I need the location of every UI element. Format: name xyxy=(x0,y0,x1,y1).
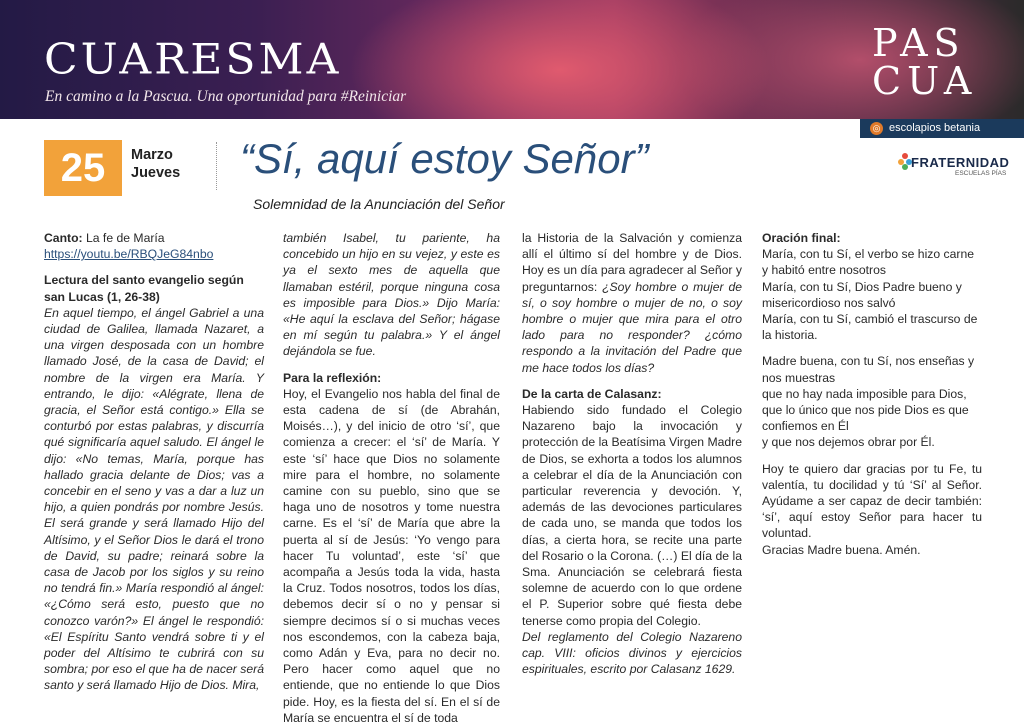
column-1 xyxy=(44,230,264,694)
reflexion-questions: ¿Soy hombre o mujer de sí, o soy hombre o mujer de no, o soy hombre o mujer que mira para el otro lado para no responder? ¿cómo respondo a la invitación del Padre que me hace todos los días? xyxy=(522,279,742,375)
column-4 xyxy=(762,230,982,558)
pascua-logo-line1: PAS xyxy=(872,21,966,65)
fraternidad-name: FRATERNIDAD xyxy=(911,155,1010,170)
pascua-logo-line2: CUA xyxy=(872,59,978,103)
escolapios-logo-icon: ◎ xyxy=(870,122,883,135)
date-divider xyxy=(216,142,217,190)
column-2 xyxy=(283,230,500,726)
date-weekday: Jueves xyxy=(131,165,181,181)
oracion-line: María, con tu Sí, Dios Padre bueno y misericordioso nos salvó xyxy=(762,279,962,310)
oracion-line: María, con tu Sí, el verbo se hizo carne y habitó entre nosotros xyxy=(762,247,975,278)
youtube-link[interactable]: https://youtu.be/RBQJeG84nbo xyxy=(44,247,214,262)
fraternidad-subtitle: ESCUELAS PÍAS xyxy=(955,170,1007,177)
gospel-text: En aquel tiempo, el ángel Gabriel a una ciudad de Galilea, llamada Nazaret, a una virgen desposada con un hombre llamado José, de la casa de David; el nombre de la virgen era María. Y entrando, le dijo: «Alégrate, llena de gracia, el Señor está contigo.» Ella se conturbó por estas palabras, y discurría qué significaría aquel saludo. El ángel le dijo: «No temas, María, porque has hallado gracia delante de Dios; vas a concebir en el seno y vas a dar a luz un hijo, a quien pondrás por nombre Jesús. El será grande y será llamado Hijo del Altísimo, y el Señor Dios le dará el trono de David, su padre; reinará sobre la casa de Jacob por los siglos y su reino no tendrá fin.» María respondió al ángel: «¿Cómo será esto, puesto que no conozco varón?» El ángel le respondió: «El Espíritu Santo vendrá sobre ti y el poder del Altísimo te cubrirá con su sombra; por eso el que ha de nacer será santo y será llamado Hijo de Dios. Mira, xyxy=(44,305,264,693)
oracion-closing: Gracias Madre buena. Amén. xyxy=(762,542,921,557)
lectura-heading: Lectura del santo evangelio según san Lucas (1, 26-38) xyxy=(44,273,244,304)
date-day: 25 xyxy=(44,140,122,196)
carta-heading: De la carta de Calasanz: xyxy=(522,386,662,401)
brand-name: escolapios betania xyxy=(889,122,981,134)
canto-label: Canto: xyxy=(44,231,83,245)
page-title: “Sí, aquí estoy Señor” xyxy=(240,135,649,182)
brand-bar xyxy=(860,119,1024,138)
canto-value: La fe de María xyxy=(85,231,165,245)
oracion-heading: Oración final: xyxy=(762,231,841,245)
column-3 xyxy=(522,230,742,677)
reflexion-heading: Para la reflexión: xyxy=(283,370,382,385)
header-banner xyxy=(0,0,1024,119)
pascua-logo xyxy=(872,21,978,103)
reflexion-text-continued: la Historia de la Salvación y comienza allí el último sí del hombre y de Dios. Hoy es un día para agradecer al Señor y preguntarnos: xyxy=(522,231,742,294)
carta-text: Habiendo sido fundado el Colegio Nazareno bajo la invocación y protección de la Beatísima Virgen Madre de Dios, se exhorta a todos los alumnos a celebrar el día de la Anunciación con particular reverencia y devoción. Y, además de las devociones particulares de cada uno, se manda que todos los días, a cierta hora, se recite una parte del Rosario o la Corona. (…) El día de la Sma. Anunciación se celebrará fiesta solemne de acuerdo con lo que ordene el P. Superior sobre qué fiesta debe tenerse como propia del Colegio. xyxy=(522,403,742,628)
page-subtitle: Solemnidad de la Anunciación del Señor xyxy=(253,196,505,212)
oracion-line: que no hay nada imposible para Dios, xyxy=(762,386,967,401)
carta-source: Del reglamento del Colegio Nazareno cap. VIII: oficios divinos y ejercicios espirituales, escrito por Calasanz 1629. xyxy=(522,629,742,677)
banner-title: CUARESMA xyxy=(44,35,342,84)
oracion-line: y que nos dejemos obrar por Él. xyxy=(762,435,935,450)
date-label xyxy=(131,146,180,182)
oracion-line: que lo único que nos pide Dios es que confiemos en Él xyxy=(762,403,969,434)
banner-subtitle: En camino a la Pascua. Una oportunidad para #Reiniciar xyxy=(45,88,407,105)
oracion-line: Madre buena, con tu Sí, nos enseñas y nos muestras xyxy=(762,354,975,385)
oracion-line: María, con tu Sí, cambió el trascurso de la historia. xyxy=(762,312,978,343)
reflexion-text: Hoy, el Evangelio nos habla del final de esta cadena de sí (de Abrahán, Moisés…), y del inicio de otro ‘sí’, que comienza a crecer: el ‘sí’ de María. Y este ‘sí’ hace que Dios no solamente mire para el hombre, no solamente camine con su pueblo, sino que se haga uno de nosotros y tome nuestra carne. Es el ‘sí’ de María que abre la puerta al sí de Jesús: ‘Yo vengo para hacer Tu voluntad’, este ‘sí’ que acompaña a Jesús toda la vida, hasta la Cruz. Todos nosotros, todos los días, debemos decir sí o no y pensar si siempre decimos sí o si muchas veces nos escondemos, con la cabeza baja, como Adán y Eva, para no decir no. Pero hacer como aquel que no entiende, que no entiende lo que Dios pide. Hoy, es la fiesta del sí. En el sí de María se encuentra el sí de toda xyxy=(283,386,500,725)
oracion-paragraph: Hoy te quiero dar gracias por tu Fe, tu valentía, tu docilidad y tú ‘Sí’ al Señor. Ayúdame a ser capaz de decir también: ‘sí’, aquí estoy Señor para hacer tu voluntad. xyxy=(762,461,982,541)
gospel-text-continued: también Isabel, tu pariente, ha concebido un hijo en su vejez, y este es ya el sexto mes de aquella que llamaban estéril, porque ninguna cosa es imposible para Dios.» Dijo María: «He aquí la esclava del Señor; hágase en mí según tu palabra.» Y el ángel dejándola se fue. xyxy=(283,231,500,359)
date-month: Marzo xyxy=(131,147,173,163)
